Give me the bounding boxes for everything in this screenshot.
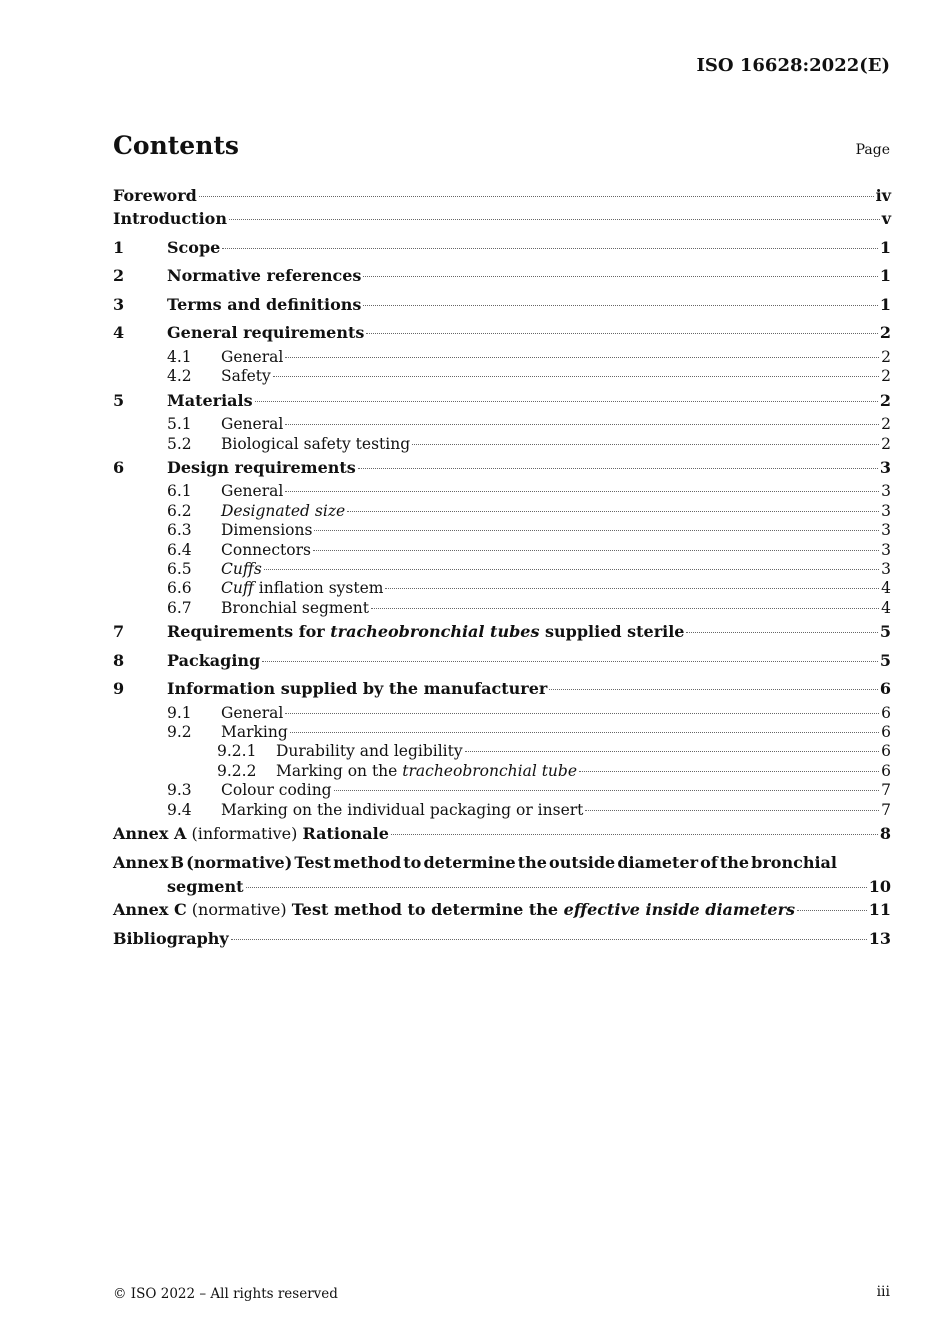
toc-entry-introduction[interactable]: Introduction v — [113, 209, 891, 229]
dot-leader — [222, 248, 878, 249]
table-of-contents — [113, 186, 891, 953]
toc-subsubentry[interactable]: 9.2.1 Durability and legibility 6 — [217, 742, 891, 761]
dot-leader — [363, 276, 877, 277]
toc-subentry[interactable]: 9.1 General 6 — [167, 703, 891, 722]
copyright-notice: © ISO 2022 – All rights reserved — [113, 1286, 338, 1302]
dot-leader — [285, 357, 879, 358]
dot-leader — [246, 887, 867, 888]
dot-leader — [385, 588, 879, 589]
dot-leader — [412, 444, 879, 445]
dot-leader — [255, 401, 878, 402]
toc-subentry[interactable]: 6.7 Bronchial segment 4 — [167, 598, 891, 617]
toc-subsubentry[interactable]: 9.2.2 Marking on the tracheobronchial tube 6 — [217, 761, 891, 780]
toc-entry-annex-c[interactable]: Annex C (normative) Test method to determine the effective inside diameters 11 — [113, 900, 891, 920]
page-number: iii — [876, 1284, 890, 1300]
dot-leader — [264, 569, 879, 570]
toc-subentry[interactable]: 6.3 Dimensions 3 — [167, 521, 891, 540]
page-column-header: Page — [855, 142, 890, 158]
toc-subentry[interactable]: 5.1 General 2 — [167, 415, 891, 434]
dot-leader — [273, 376, 879, 377]
toc-entry-annex-b-continued[interactable]: segment 10 — [167, 877, 891, 897]
toc-subentry[interactable]: 4.2 Safety 2 — [167, 367, 891, 386]
toc-entry-foreword[interactable]: Foreword iv — [113, 186, 891, 205]
dot-leader — [199, 196, 874, 197]
dot-leader — [465, 751, 879, 752]
dot-leader — [686, 632, 877, 633]
toc-subentry[interactable]: 6.4 Connectors 3 — [167, 540, 891, 559]
dot-leader — [285, 713, 879, 714]
toc-entry-annex-a[interactable]: Annex A (informative) Rationale 8 — [113, 824, 891, 844]
toc-subentry[interactable]: 4.1 General 2 — [167, 347, 891, 366]
toc-entry-materials[interactable]: 5 Materials 2 — [113, 390, 891, 410]
dot-leader — [358, 468, 878, 469]
dot-leader — [585, 810, 879, 811]
toc-entry-normative-references[interactable]: 2 Normative references 1 — [113, 266, 891, 286]
toc-entry-information-supplied[interactable]: 9 Information supplied by the manufacturer 6 — [113, 679, 891, 699]
dot-leader — [231, 939, 867, 940]
dot-leader — [579, 771, 879, 772]
toc-subentry[interactable]: 5.2 Biological safety testing 2 — [167, 434, 891, 453]
toc-entry-annex-b[interactable]: Annex B (normative) Test method to determine the outside diameter of the bronchial — [113, 852, 837, 872]
dot-leader — [334, 790, 880, 791]
dot-leader — [262, 661, 878, 662]
toc-subentry[interactable]: 6.1 General 3 — [167, 482, 891, 501]
toc-subentry[interactable]: 6.5 Cuffs 3 — [167, 560, 891, 579]
dot-leader — [363, 305, 877, 306]
document-id: ISO 16628:2022(E) — [696, 55, 890, 76]
toc-entry-general-requirements[interactable]: 4 General requirements 2 — [113, 323, 891, 343]
dot-leader — [314, 530, 879, 531]
dot-leader — [391, 834, 878, 835]
dot-leader — [371, 608, 879, 609]
dot-leader — [549, 689, 878, 690]
toc-entry-sterile-requirements[interactable]: 7 Requirements for tracheobronchial tubes supplied sterile 5 — [113, 622, 891, 642]
dot-leader — [366, 333, 878, 334]
toc-entry-design-requirements[interactable]: 6 Design requirements 3 — [113, 457, 891, 477]
dot-leader — [285, 491, 879, 492]
toc-subentry[interactable]: 6.6 Cuff inflation system 4 — [167, 579, 891, 598]
toc-entry-terms-definitions[interactable]: 3 Terms and definitions 1 — [113, 294, 891, 314]
toc-subentry[interactable]: 9.3 Colour coding 7 — [167, 781, 891, 800]
dot-leader — [290, 732, 879, 733]
toc-entry-packaging[interactable]: 8 Packaging 5 — [113, 650, 891, 670]
toc-entry-scope[interactable]: 1 Scope 1 — [113, 237, 891, 257]
dot-leader — [285, 424, 879, 425]
toc-subentry[interactable]: 9.2 Marking 6 — [167, 723, 891, 742]
toc-subentry[interactable]: 9.4 Marking on the individual packaging or insert 7 — [167, 800, 891, 819]
dot-leader — [347, 511, 879, 512]
dot-leader — [797, 910, 867, 911]
toc-entry-bibliography[interactable]: Bibliography 13 — [113, 928, 891, 948]
dot-leader — [229, 219, 880, 220]
dot-leader — [313, 550, 879, 551]
page-title: Contents — [113, 131, 240, 160]
toc-subentry[interactable]: 6.2 Designated size 3 — [167, 501, 891, 520]
